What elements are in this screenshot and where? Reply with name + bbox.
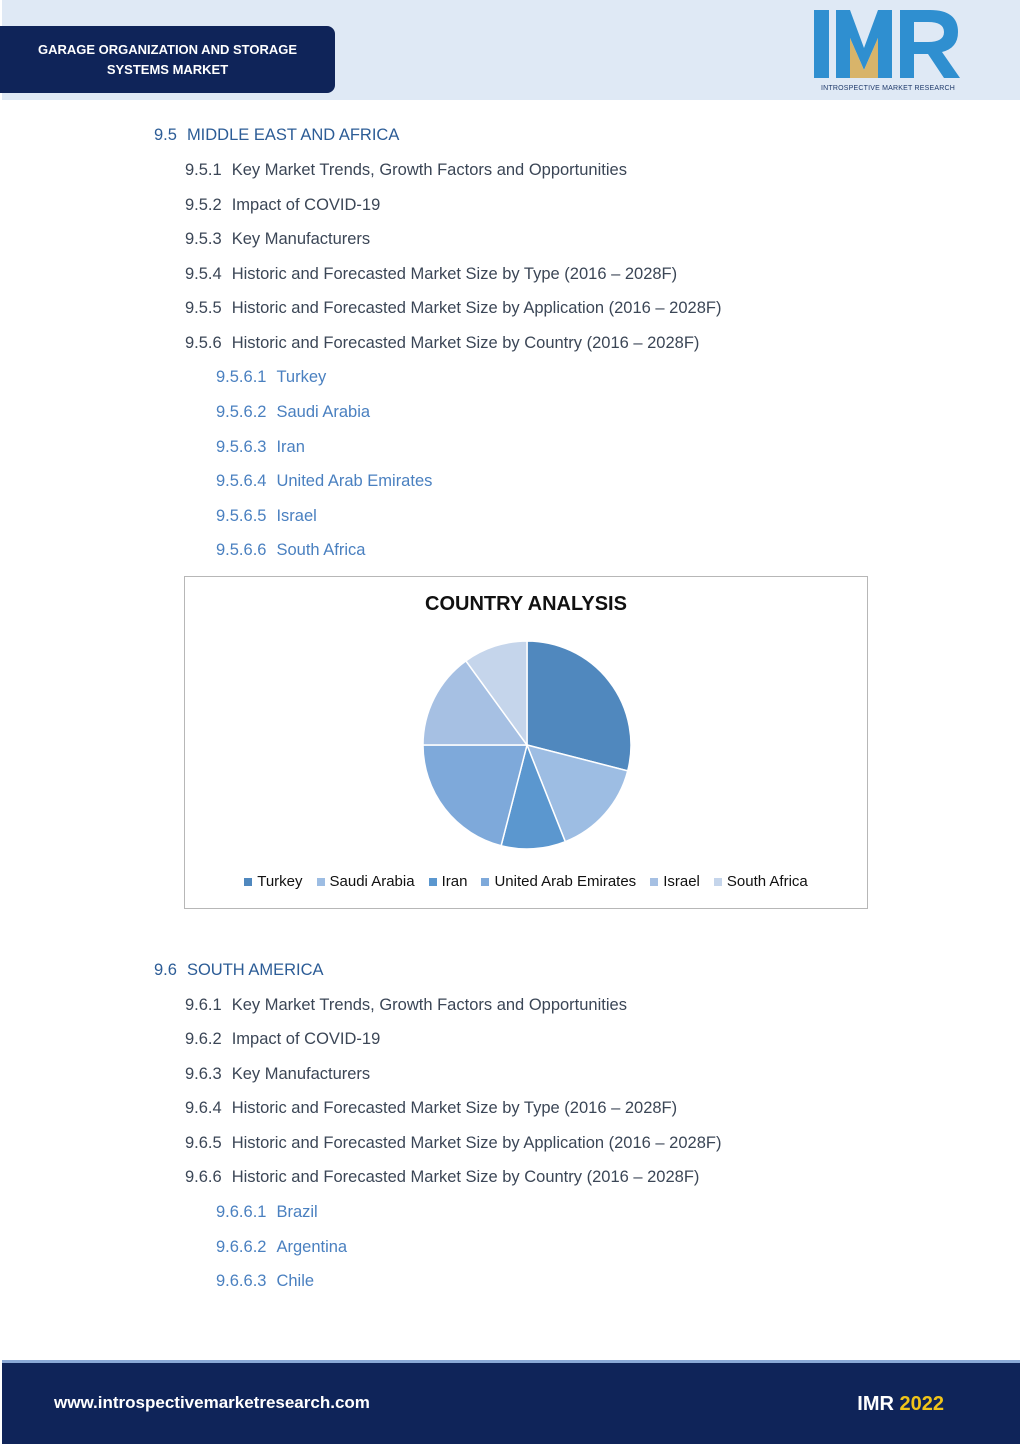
toc-text: Argentina	[276, 1238, 348, 1256]
toc-text: Historic and Forecasted Market Size by Type (2016 – 2028F)	[231, 265, 678, 283]
toc-text: MIDDLE EAST AND AFRICA	[186, 126, 400, 144]
toc-text: Key Market Trends, Growth Factors and Opportunities	[231, 996, 627, 1014]
toc-text: Turkey	[276, 368, 327, 386]
toc-country-item	[216, 368, 326, 387]
toc-country-item	[216, 1272, 314, 1291]
legend-swatch	[317, 878, 325, 886]
toc-text: Israel	[276, 507, 317, 525]
legend-label: Israel	[663, 873, 700, 890]
toc-number: 9.5.6.4	[216, 472, 267, 490]
toc-number: 9.5.2	[185, 196, 222, 214]
report-title-line1: GARAGE ORGANIZATION AND STORAGE	[37, 41, 298, 57]
footer-website-link[interactable]: www.introspectivemarketresearch.com	[54, 1393, 370, 1412]
legend-label: Turkey	[257, 873, 303, 890]
toc-text: Historic and Forecasted Market Size by Application (2016 – 2028F)	[231, 299, 722, 317]
legend-label: Iran	[441, 873, 468, 890]
legend-swatch	[481, 878, 489, 886]
chart-legend	[185, 873, 867, 890]
toc-text: South Africa	[276, 541, 366, 559]
legend-item	[650, 873, 700, 890]
toc-number: 9.5.6.5	[216, 507, 267, 525]
legend-item	[429, 873, 468, 890]
legend-label: Saudi Arabia	[329, 873, 415, 890]
toc-number: 9.5.6.2	[216, 403, 267, 421]
legend-label: United Arab Emirates	[494, 873, 637, 890]
toc-text: Brazil	[276, 1203, 318, 1221]
toc-number: 9.6.6.3	[216, 1272, 267, 1290]
legend-swatch	[714, 878, 722, 886]
toc-country-item	[216, 1203, 318, 1222]
imr-logo	[812, 8, 964, 96]
toc-number: 9.5.6	[185, 334, 222, 352]
toc-text: Key Market Trends, Growth Factors and Opportunities	[231, 161, 627, 179]
toc-item	[185, 161, 627, 180]
toc-number: 9.6.2	[185, 1030, 222, 1048]
footer-brand-year	[857, 1393, 944, 1416]
toc-country-item	[216, 507, 317, 526]
toc-heading-mea	[154, 126, 399, 145]
toc-item	[185, 1168, 699, 1187]
toc-number: 9.6.4	[185, 1099, 222, 1117]
footer-year: 2022	[899, 1393, 944, 1415]
toc-item	[185, 334, 699, 353]
toc-number: 9.6.5	[185, 1134, 222, 1152]
logo-tagline: INTROSPECTIVE MARKET RESEARCH	[820, 85, 956, 92]
imr-logo-mark	[812, 8, 964, 84]
chart-title: COUNTRY ANALYSIS	[425, 593, 627, 615]
footer-brand: IMR	[857, 1393, 894, 1415]
toc-number: 9.6	[154, 961, 177, 979]
toc-number: 9.5.1	[185, 161, 222, 179]
toc-item	[185, 1030, 380, 1049]
toc-number: 9.5.6.3	[216, 438, 267, 456]
toc-item	[185, 196, 380, 215]
toc-text: Iran	[276, 438, 305, 456]
report-title-box	[0, 26, 335, 93]
toc-item	[185, 265, 677, 284]
legend-label: South Africa	[726, 873, 808, 890]
legend-swatch	[244, 878, 252, 886]
toc-item	[185, 996, 627, 1015]
toc-text: Historic and Forecasted Market Size by Application (2016 – 2028F)	[231, 1134, 722, 1152]
toc-number: 9.6.6.2	[216, 1238, 267, 1256]
toc-number: 9.6.6	[185, 1168, 222, 1186]
toc-text: Historic and Forecasted Market Size by Type (2016 – 2028F)	[231, 1099, 678, 1117]
toc-text: Historic and Forecasted Market Size by Country (2016 – 2028F)	[231, 334, 700, 352]
toc-text: Impact of COVID-19	[231, 196, 381, 214]
toc-text: Historic and Forecasted Market Size by Country (2016 – 2028F)	[231, 1168, 700, 1186]
toc-text: Key Manufacturers	[231, 1065, 371, 1083]
legend-item	[481, 873, 636, 890]
toc-number: 9.5.4	[185, 265, 222, 283]
legend-item	[317, 873, 415, 890]
toc-item	[185, 1065, 370, 1084]
toc-number: 9.5	[154, 126, 177, 144]
toc-item	[185, 1099, 677, 1118]
toc-number: 9.5.6.6	[216, 541, 267, 559]
toc-country-item	[216, 438, 305, 457]
toc-number: 9.5.5	[185, 299, 222, 317]
legend-swatch	[650, 878, 658, 886]
toc-text: SOUTH AMERICA	[186, 961, 324, 979]
toc-country-item	[216, 403, 370, 422]
toc-number: 9.5.6.1	[216, 368, 267, 386]
toc-number: 9.5.3	[185, 230, 222, 248]
toc-number: 9.6.6.1	[216, 1203, 267, 1221]
toc-text: Chile	[276, 1272, 315, 1290]
page-footer	[2, 1360, 1020, 1444]
legend-item	[714, 873, 808, 890]
legend-item	[244, 873, 302, 890]
toc-text: Key Manufacturers	[231, 230, 371, 248]
country-analysis-chart	[184, 576, 868, 909]
toc-number: 9.6.3	[185, 1065, 222, 1083]
toc-heading-south-america	[154, 961, 324, 980]
toc-country-item	[216, 541, 365, 560]
pie-chart	[185, 577, 867, 867]
toc-text: Saudi Arabia	[276, 403, 371, 421]
toc-item	[185, 299, 721, 318]
toc-text: United Arab Emirates	[276, 472, 433, 490]
toc-number: 9.6.1	[185, 996, 222, 1014]
toc-country-item	[216, 472, 432, 491]
toc-item	[185, 1134, 721, 1153]
toc-item	[185, 230, 370, 249]
legend-swatch	[429, 878, 437, 886]
toc-text: Impact of COVID-19	[231, 1030, 381, 1048]
report-title-line2: SYSTEMS MARKET	[106, 61, 229, 77]
toc-country-item	[216, 1238, 347, 1257]
